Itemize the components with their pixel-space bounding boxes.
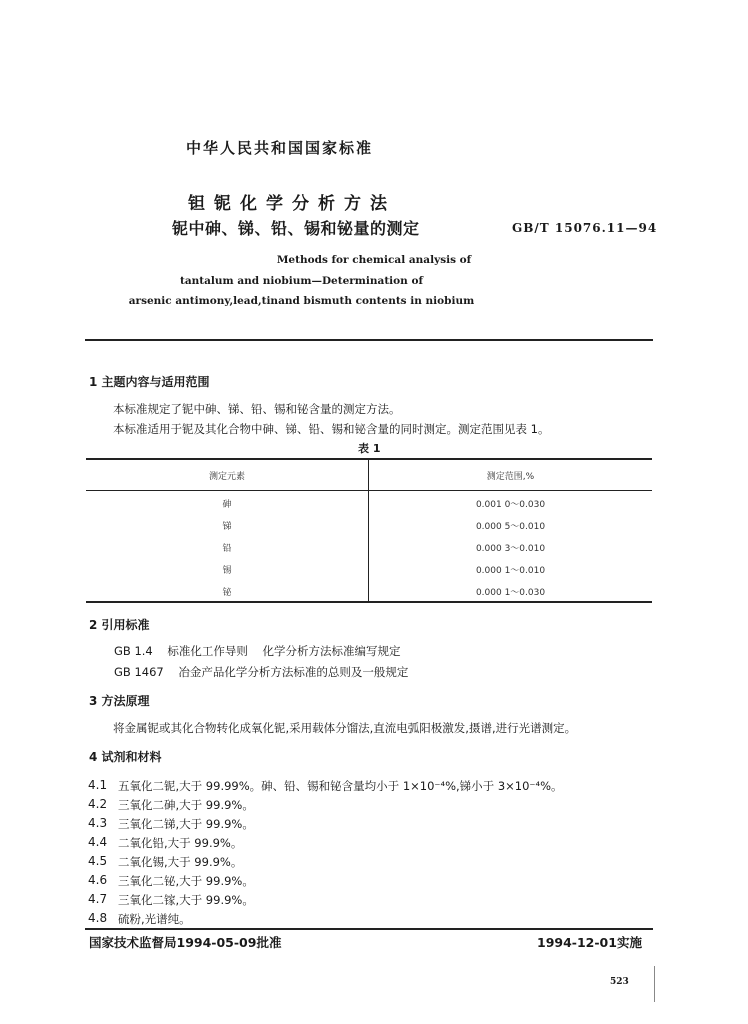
reagent-number: 4.6: [88, 873, 108, 887]
section3-para: 将金属铌或其化合物转化成氧化铌,采用载体分馏法,直流电弧阳极激发,摄谱,进行光谱测定。: [113, 721, 577, 735]
reagent-number: 4.2: [88, 797, 108, 811]
table-cell-range: 0.000 5～0.010: [475, 522, 546, 532]
approval-statement: 国家技术监督局1994-05-09批准: [89, 935, 282, 950]
reagent-number: 4.5: [88, 854, 108, 868]
english-title-line2: tantalum and niobium—Determination of: [179, 275, 423, 287]
table-cell-range: 0.000 3～0.010: [475, 544, 546, 554]
document-title-line1: 钽铌化学分析方法: [188, 194, 396, 214]
english-title-line1: Methods for chemical analysis of: [276, 254, 472, 266]
table-header-rule: [86, 490, 652, 491]
standard-number: GB/T 15076.11—94: [512, 221, 658, 235]
reagent-text: 二氧化锡,大于 99.9%。: [118, 855, 243, 869]
section1-para1: 本标准规定了铌中砷、锑、铅、锡和铋含量的测定方法。: [113, 402, 401, 416]
reagent-text: 三氧化二砷,大于 99.9%。: [118, 798, 254, 812]
reagent-number: 4.8: [88, 911, 108, 925]
section1-para2: 本标准适用于铌及其化合物中砷、锑、铅、锡和铋含量的同时测定。测定范围见表 1。: [113, 422, 550, 436]
header-divider: [85, 339, 653, 341]
reagent-text: 五氧化二铌,大于 99.99%。砷、铅、锡和铋含量均小于 1×10⁻⁴%,锑小于 3×10⁻⁴%。: [118, 779, 563, 793]
table-cell-element: 铅: [222, 544, 232, 554]
reagent-number: 4.1: [88, 778, 108, 792]
section1-heading: 1 主题内容与适用范围: [89, 375, 210, 389]
table-cell-element: 砷: [222, 500, 232, 510]
english-title-line3: arsenic antimony,lead,tinand bismuth contents in niobium: [128, 295, 475, 307]
range-table: [86, 458, 652, 602]
page-number: 523: [610, 977, 629, 987]
implementation-date: 1994-12-01实施: [537, 935, 642, 950]
reagent-text: 三氧化二镓,大于 99.9%。: [118, 893, 254, 907]
table-cell-range: 0.000 1～0.030: [475, 588, 546, 598]
footer-divider: [85, 928, 653, 930]
table-cell-element: 锑: [222, 522, 232, 532]
section4-heading: 4 试剂和材料: [89, 750, 162, 764]
scan-edge-mark: [654, 966, 655, 1002]
reagent-number: 4.3: [88, 816, 108, 830]
table-caption: 表 1: [358, 442, 381, 455]
section3-heading: 3 方法原理: [89, 694, 150, 708]
reagent-text: 二氧化铅,大于 99.9%。: [118, 836, 243, 850]
document-title-line2: 铌中砷、锑、铅、锡和铋量的测定: [172, 219, 420, 238]
table-bottom-rule: [86, 601, 652, 603]
section2-heading: 2 引用标准: [89, 618, 150, 632]
table-cell-element: 锡: [222, 566, 232, 576]
reagent-number: 4.7: [88, 892, 108, 906]
table-header-element: 测定元素: [208, 472, 245, 482]
reagent-text: 硫粉,光谱纯。: [118, 912, 191, 926]
table-header-range: 测定范围,%: [486, 472, 535, 482]
reagent-number: 4.4: [88, 835, 108, 849]
reference-item: GB 1467 冶金产品化学分析方法标准的总则及一般规定: [114, 665, 409, 679]
reference-item: GB 1.4 标准化工作导则 化学分析方法标准编写规定: [114, 644, 401, 658]
table-top-rule: [86, 458, 652, 460]
issuing-country-label: 中华人民共和国国家标准: [186, 139, 374, 157]
table-cell-range: 0.000 1～0.010: [475, 566, 546, 576]
reagent-text: 三氧化二锑,大于 99.9%。: [118, 817, 254, 831]
table-cell-range: 0.001 0～0.030: [475, 500, 546, 510]
table-cell-element: 铋: [222, 588, 232, 598]
reagent-text: 三氧化二铋,大于 99.9%。: [118, 874, 254, 888]
